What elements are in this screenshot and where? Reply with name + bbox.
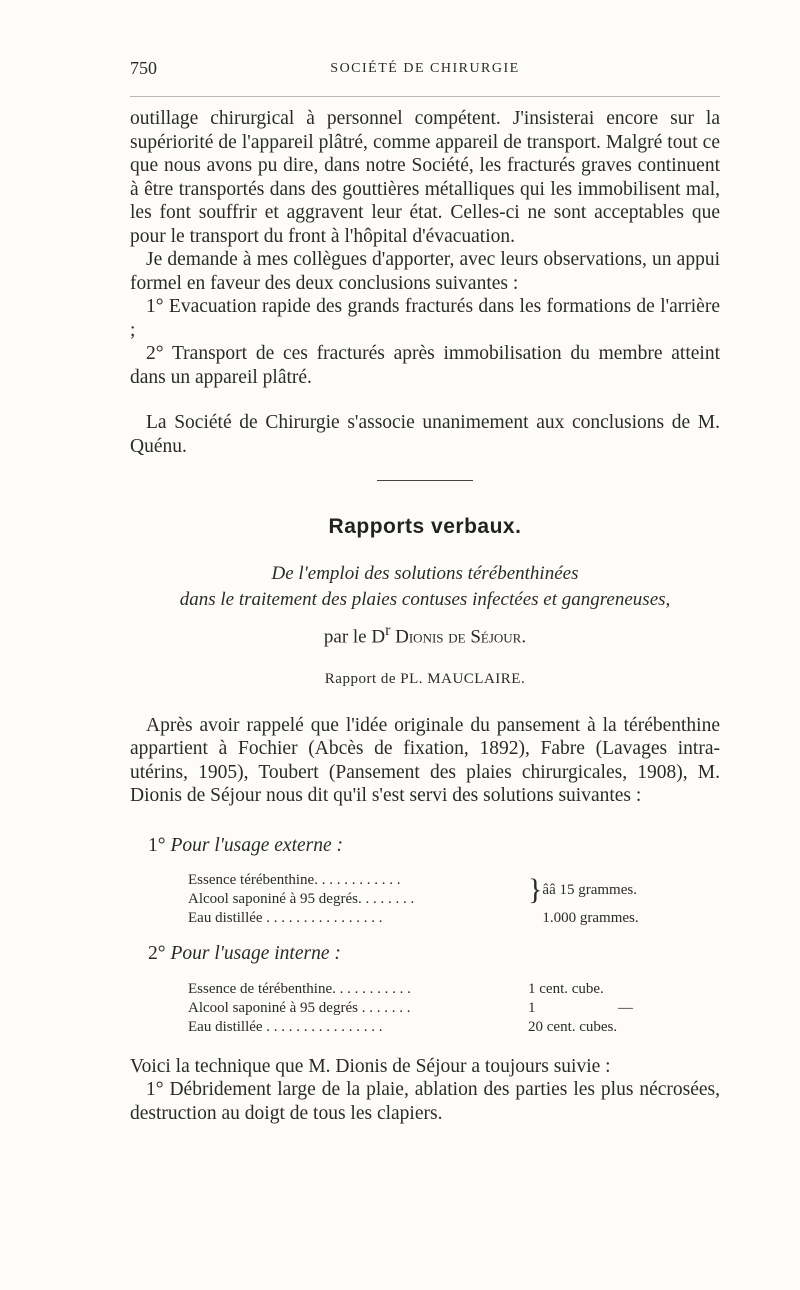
external-number: 1°: [148, 834, 166, 856]
conclusion-1: 1° Evacuation rapide des grands fracturés dans les formations de l'arrière ;: [130, 296, 720, 341]
byline-prefix: par le D: [323, 625, 386, 647]
brace: }: [528, 873, 543, 907]
recipe-row: [188, 980, 668, 999]
empty-cell: [528, 909, 542, 928]
recipe-row: [188, 1018, 668, 1037]
report-subtitle-line-2: dans le traitement des plaies contuses infectées et gangreneuses,: [179, 588, 671, 610]
recipe-row: [188, 909, 639, 928]
ingredient: Alcool saponiné à 95 degrés . . . . . . .: [188, 999, 411, 1016]
ingredient: Alcool saponiné à 95 degrés. . . . . . . .: [188, 891, 415, 908]
technique-step-1: 1° Débridement large de la plaie, ablation des parties les plus nécrosées, destruction au doigt de tous les clapiers.: [130, 1079, 720, 1124]
conclusion-2: 2° Transport de ces fracturés après immobilisation du membre atteint dans un appareil plâtré.: [130, 343, 720, 388]
report-paragraph-1: Après avoir rappelé que l'idée originale du pansement à la térébenthine appartient à Fochier (Abcès de fixation, 1892), Fabre (Lavages intra-utérins, 1905), Toubert (Pansement des plaies chirurgicales, 1908), M. Dionis de Séjour nous dit qu'il s'est servi des solutions suivantes :: [130, 714, 720, 807]
brace-quantity: ââ 15 grammes.: [542, 881, 637, 898]
rapporteur: Rapport de PL. MAUCLAIRE.: [324, 671, 526, 688]
section-separator: [377, 480, 473, 481]
internal-recipe-table: [188, 980, 668, 1037]
header-rule: [130, 96, 720, 97]
internal-number: 2°: [148, 943, 166, 965]
ditto-mark: —: [618, 999, 633, 1016]
ingredient: Essence de térébenthine. . . . . . . . . . .: [188, 980, 411, 997]
document-page: [130, 52, 720, 1125]
ingredient: Eau distillée . . . . . . . . . . . . . . . .: [188, 910, 383, 927]
internal-use-heading: [148, 942, 720, 966]
technique-intro: Voici la technique que M. Dionis de Séjour a toujours suivie :: [130, 1055, 611, 1077]
internal-label: Pour l'usage interne :: [170, 943, 341, 965]
recipe-row: [188, 871, 639, 890]
external-label: Pour l'usage externe :: [170, 834, 344, 856]
spacer: [130, 1037, 720, 1055]
spacer: [130, 389, 720, 411]
report-subtitle-line-1: De l'emploi des solutions térébenthinées: [271, 562, 579, 584]
spacer: [130, 692, 720, 714]
ingredient: Eau distillée . . . . . . . . . . . . . . . .: [188, 1018, 383, 1035]
body-text: [130, 107, 720, 1125]
ingredient: Essence térébenthine. . . . . . . . . . . .: [188, 872, 401, 889]
quantity: 1.000 grammes.: [542, 910, 639, 927]
byline-superscript: r: [385, 621, 391, 639]
page-number: 750: [130, 58, 157, 78]
running-head: [130, 52, 720, 82]
author-name: Dionis de Séjour.: [395, 625, 527, 647]
section-title: Rapports verbaux.: [328, 515, 522, 538]
external-recipe-table: [188, 871, 639, 928]
quantity: 20 cent. cubes.: [528, 1018, 618, 1035]
intro-paragraph-3: La Société de Chirurgie s'associe unanimement aux conclusions de M. Quénu.: [130, 412, 720, 457]
recipe-row: [188, 999, 668, 1018]
external-use-heading: [148, 834, 720, 858]
intro-paragraph-2: Je demande à mes collègues d'apporter, avec leurs observations, un appui formel en faveur des deux conclusions suivantes :: [130, 249, 720, 294]
quantity-cell: [528, 999, 668, 1018]
quantity: 1 cent. cube.: [528, 980, 604, 997]
running-title: SOCIÉTÉ DE CHIRURGIE: [330, 61, 520, 76]
quantity: 1: [528, 999, 536, 1016]
report-byline: [130, 619, 720, 649]
intro-paragraph-1: outillage chirurgical à personnel compétent. J'insisterai encore sur la supériorité de l'appareil plâtré, comme appareil de transport. Malgré tout ce que nous avons pu dire, dans notre Société, les fracturés graves continuent à être transportés dans des gouttières métalliques qui les immobilisent mal, les font souffrir et aggravent leur état. Celles-ci ne sont acceptables que pour le transport du front à l'hôpital d'évacuation.: [130, 108, 720, 247]
